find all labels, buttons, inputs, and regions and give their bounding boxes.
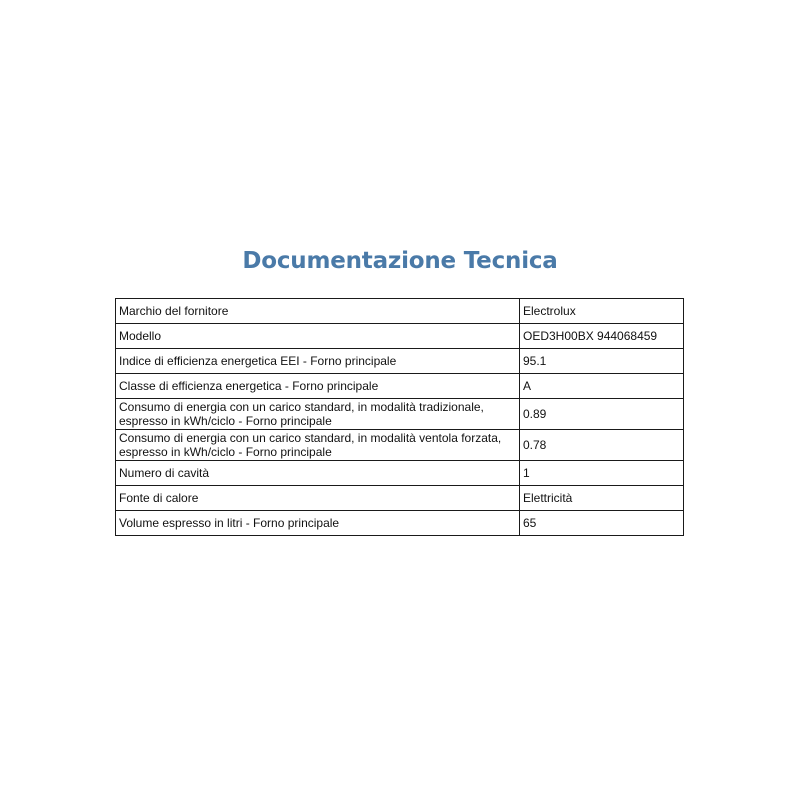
table-row: [116, 399, 684, 430]
row-label: Marchio del fornitore: [116, 299, 520, 324]
row-label: Indice di efficienza energetica EEI - Forno principale: [116, 349, 520, 374]
table-row: [116, 461, 684, 486]
row-label: Classe di efficienza energetica - Forno principale: [116, 374, 520, 399]
row-label: Numero di cavità: [116, 461, 520, 486]
row-value: A: [520, 374, 684, 399]
table-row: [116, 324, 684, 349]
row-label-line: Consumo di energia con un carico standard, in modalità ventola forzata,: [119, 431, 502, 445]
row-value: 95.1: [520, 349, 684, 374]
table-row: [116, 486, 684, 511]
row-label: [116, 430, 520, 461]
technical-spec-table: [115, 298, 684, 536]
row-value: Elettricità: [520, 486, 684, 511]
document-title: Documentazione Tecnica: [242, 248, 558, 274]
row-label-line: Consumo di energia con un carico standard, in modalità tradizionale,: [119, 400, 484, 414]
row-value: OED3H00BX 944068459: [520, 324, 684, 349]
row-label: Fonte di calore: [116, 486, 520, 511]
table-row: [116, 374, 684, 399]
row-value: Electrolux: [520, 299, 684, 324]
row-label: Volume espresso in litri - Forno principale: [116, 511, 520, 536]
row-value: 0.89: [520, 399, 684, 430]
row-value: 1: [520, 461, 684, 486]
row-label: Modello: [116, 324, 520, 349]
row-label-line: espresso in kWh/ciclo - Forno principale: [119, 445, 332, 459]
table-row: [116, 299, 684, 324]
row-label: [116, 399, 520, 430]
table-row: [116, 430, 684, 461]
row-value: 0.78: [520, 430, 684, 461]
row-value: 65: [520, 511, 684, 536]
row-label-line: espresso in kWh/ciclo - Forno principale: [119, 414, 332, 428]
table-row: [116, 511, 684, 536]
table-row: [116, 349, 684, 374]
